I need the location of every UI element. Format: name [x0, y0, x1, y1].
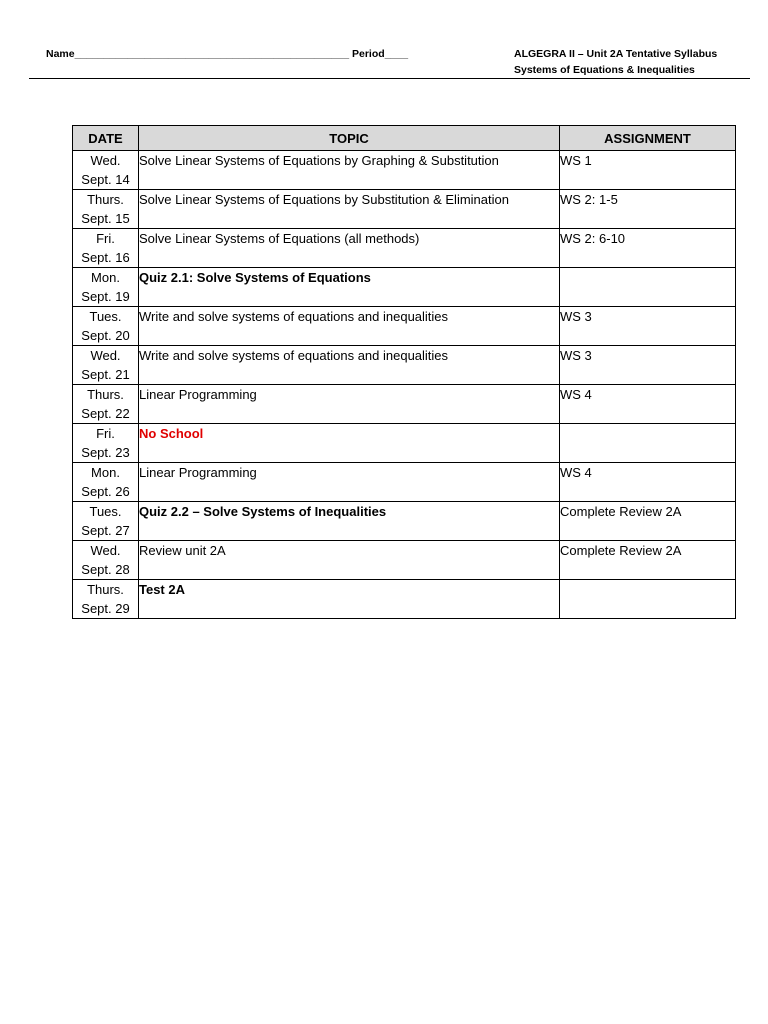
name-field[interactable]: _______________________________________________ [74, 48, 350, 60]
table-row [73, 541, 736, 580]
assignment-cell: WS 4 [560, 463, 736, 502]
topic-cell: Quiz 2.1: Solve Systems of Equations [139, 268, 560, 307]
calendar-date: Sept. 22 [81, 406, 130, 421]
table-row [73, 190, 736, 229]
date-cell [73, 190, 139, 229]
assignment-cell: WS 3 [560, 307, 736, 346]
calendar-date: Sept. 20 [81, 328, 130, 343]
calendar-date: Sept. 28 [81, 562, 130, 577]
table-row [73, 151, 736, 190]
date-cell [73, 424, 139, 463]
calendar-date: Sept. 23 [81, 445, 130, 460]
course-title: ALGEGRA II – Unit 2A Tentative Syllabus [514, 48, 718, 60]
syllabus-table [72, 125, 736, 619]
weekday: Mon. [91, 465, 120, 480]
date-cell [73, 151, 139, 190]
assignment-cell: WS 1 [560, 151, 736, 190]
column-header-assignment: ASSIGNMENT [560, 126, 736, 151]
calendar-date: Sept. 19 [81, 289, 130, 304]
period-label: Period [352, 48, 385, 60]
date-cell [73, 502, 139, 541]
weekday: Wed. [90, 543, 121, 558]
weekday: Wed. [90, 153, 121, 168]
calendar-date: Sept. 29 [81, 601, 130, 616]
assignment-cell [560, 424, 736, 463]
topic-cell: Quiz 2.2 – Solve Systems of Inequalities [139, 502, 560, 541]
assignment-cell: WS 2: 6-10 [560, 229, 736, 268]
topic-cell: Linear Programming [139, 463, 560, 502]
date-cell [73, 229, 139, 268]
column-header-topic: TOPIC [139, 126, 560, 151]
assignment-cell: Complete Review 2A [560, 502, 736, 541]
weekday: Fri. [96, 231, 115, 246]
date-cell [73, 463, 139, 502]
topic-cell: Write and solve systems of equations and inequalities [139, 346, 560, 385]
name-period-line [46, 47, 408, 61]
weekday: Mon. [91, 270, 120, 285]
table-row [73, 268, 736, 307]
date-cell [73, 385, 139, 424]
table-row [73, 385, 736, 424]
table-row [73, 580, 736, 619]
weekday: Tues. [89, 309, 122, 324]
course-heading [514, 47, 717, 78]
assignment-cell [560, 580, 736, 619]
weekday: Fri. [96, 426, 115, 441]
calendar-date: Sept. 21 [81, 367, 130, 382]
date-cell [73, 307, 139, 346]
assignment-cell: WS 2: 1-5 [560, 190, 736, 229]
unit-subtitle: Systems of Equations & Inequalities [514, 63, 695, 76]
calendar-date: Sept. 26 [81, 484, 130, 499]
table-row [73, 463, 736, 502]
column-header-date: DATE [73, 126, 139, 151]
weekday: Thurs. [87, 582, 124, 597]
assignment-cell: WS 3 [560, 346, 736, 385]
date-cell [73, 346, 139, 385]
table-row [73, 229, 736, 268]
table-row [73, 346, 736, 385]
topic-cell: Solve Linear Systems of Equations (all methods) [139, 229, 560, 268]
calendar-date: Sept. 14 [81, 172, 130, 187]
header-divider [29, 78, 750, 79]
weekday: Wed. [90, 348, 121, 363]
table-row [73, 502, 736, 541]
topic-cell: No School [139, 424, 560, 463]
date-cell [73, 580, 139, 619]
topic-cell: Test 2A [139, 580, 560, 619]
topic-cell: Solve Linear Systems of Equations by Substitution & Elimination [139, 190, 560, 229]
period-field[interactable]: ____ [384, 48, 409, 60]
assignment-cell: Complete Review 2A [560, 541, 736, 580]
date-cell [73, 541, 139, 580]
table-header-row [73, 126, 736, 151]
calendar-date: Sept. 16 [81, 250, 130, 265]
assignment-cell [560, 268, 736, 307]
calendar-date: Sept. 27 [81, 523, 130, 538]
date-cell [73, 268, 139, 307]
weekday: Thurs. [87, 192, 124, 207]
topic-cell: Write and solve systems of equations and inequalities [139, 307, 560, 346]
assignment-cell: WS 4 [560, 385, 736, 424]
table-row [73, 424, 736, 463]
topic-cell: Review unit 2A [139, 541, 560, 580]
topic-cell: Solve Linear Systems of Equations by Graphing & Substitution [139, 151, 560, 190]
calendar-date: Sept. 15 [81, 211, 130, 226]
name-label: Name [46, 48, 75, 60]
weekday: Thurs. [87, 387, 124, 402]
topic-cell: Linear Programming [139, 385, 560, 424]
weekday: Tues. [89, 504, 122, 519]
table-row [73, 307, 736, 346]
